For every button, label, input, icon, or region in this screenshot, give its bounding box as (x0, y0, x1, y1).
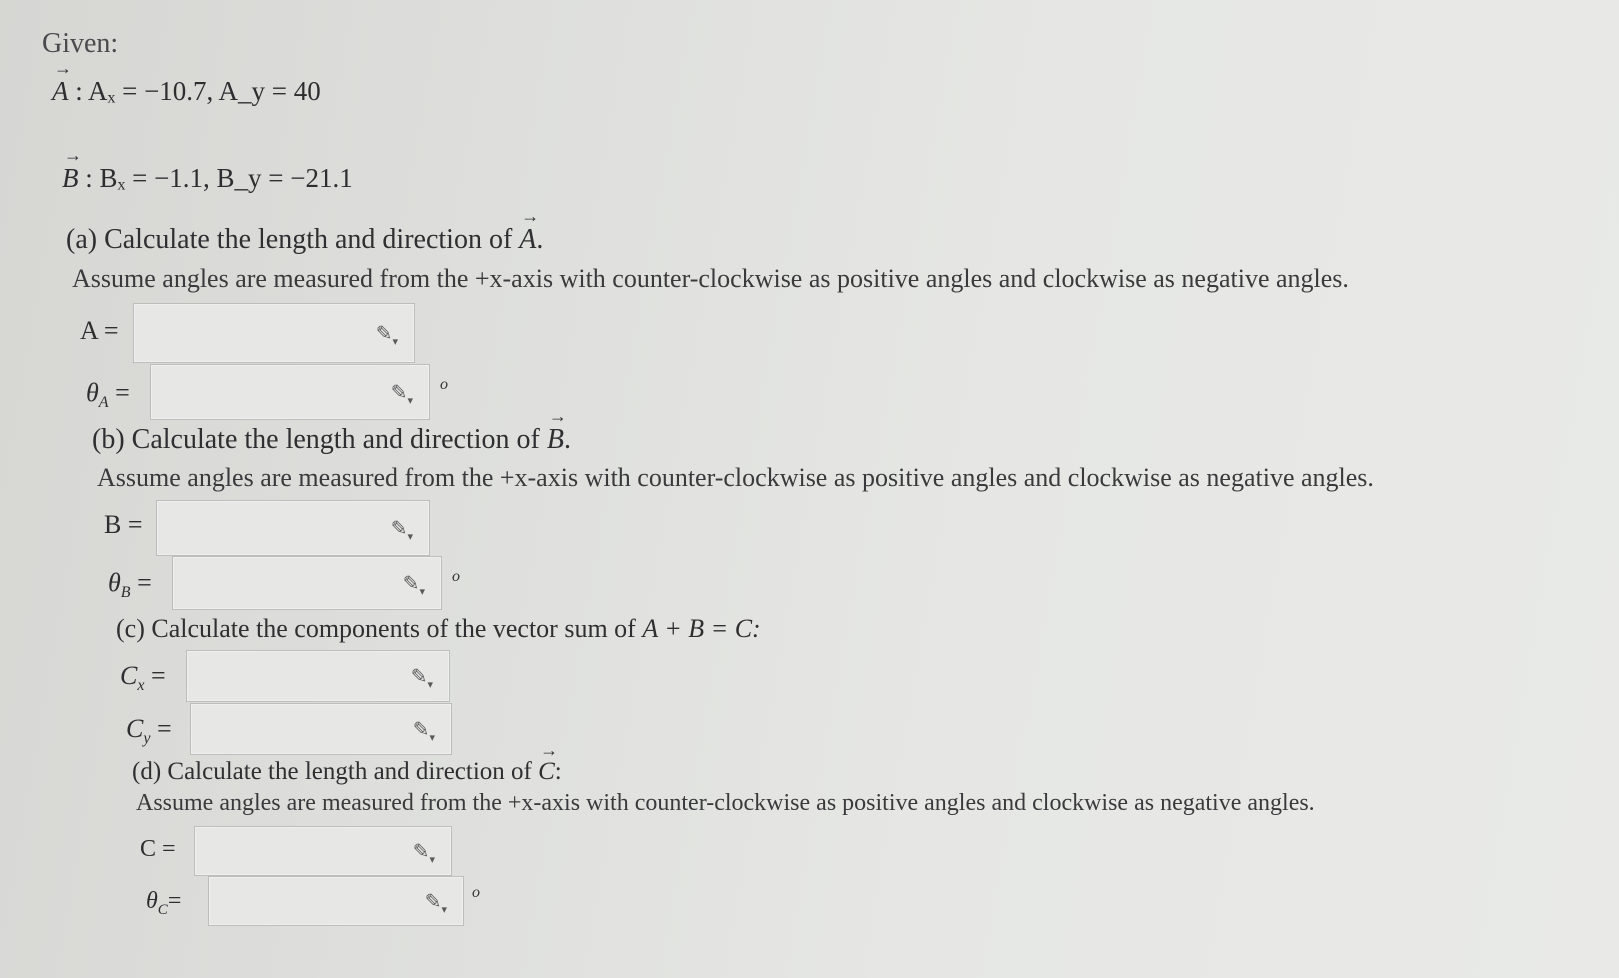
degree-symbol-a: o (440, 376, 448, 393)
vector-b-components: : Bₓ = −1.1, B_y = −21.1 (85, 163, 353, 193)
c-length-input[interactable] (194, 826, 452, 876)
part-a-suffix: . (536, 224, 544, 255)
part-c-prompt (116, 614, 761, 644)
equals-sign: = (130, 568, 152, 597)
theta-a-label (86, 378, 130, 412)
theta-a-subscript: A (98, 394, 109, 412)
part-a-prompt (66, 224, 543, 256)
part-c-equation: A + B = C: (642, 614, 761, 643)
cx-input[interactable] (186, 650, 450, 702)
equals-sign: = (108, 378, 130, 407)
cy-subscript: y (143, 730, 151, 748)
a-length-input[interactable] (133, 303, 415, 363)
equals-sign: = (150, 714, 172, 743)
part-d-assumption: Assume angles are measured from the +x-axis with counter-clockwise as positive angles and clockwise as negative angles. (136, 790, 1315, 816)
pencil-dropdown-icon[interactable]: $✎_▾$ (390, 516, 413, 543)
cy-label (126, 714, 172, 748)
pencil-dropdown-icon[interactable]: $✎_▾$ (424, 889, 447, 916)
cx-subscript: x (137, 677, 145, 695)
part-d-text: (d) Calculate the length and direction of (132, 758, 539, 785)
part-a-text: (a) Calculate the length and direction of (66, 224, 520, 255)
pencil-dropdown-icon[interactable]: $✎_▾$ (390, 380, 413, 407)
a-length-label: A = (80, 316, 119, 345)
part-d-suffix: : (554, 758, 562, 785)
cy-input[interactable] (190, 703, 452, 755)
theta-symbol: θ (86, 378, 99, 407)
theta-a-input[interactable] (150, 364, 430, 420)
pencil-dropdown-icon[interactable]: $✎_▾$ (412, 839, 435, 866)
vector-b-definition (62, 163, 353, 194)
equals-sign: = (144, 661, 166, 690)
part-d-vector: → C (538, 758, 555, 786)
pencil-dropdown-icon[interactable]: $✎_▾$ (375, 321, 398, 348)
pencil-dropdown-icon[interactable]: $✎_▾$ (410, 664, 433, 691)
given-heading: Given: (42, 28, 119, 59)
vector-a-symbol: → A (52, 76, 69, 107)
part-b-vector: → B (547, 424, 564, 456)
theta-c-label (146, 888, 181, 919)
pencil-dropdown-icon[interactable]: $✎_▾$ (412, 717, 435, 744)
cy-symbol: C (126, 714, 144, 743)
degree-symbol-b: o (452, 568, 460, 585)
vector-a-definition (52, 76, 321, 107)
cx-symbol: C (120, 661, 138, 690)
equals-sign: = (167, 888, 182, 914)
part-a-assumption: Assume angles are measured from the +x-axis with counter-clockwise as positive angles and clockwise as negative angles. (72, 264, 1349, 293)
part-b-assumption: Assume angles are measured from the +x-axis with counter-clockwise as positive angles and clockwise as negative angles. (97, 463, 1374, 492)
b-length-input[interactable] (156, 500, 430, 556)
part-a-vector: → A (519, 224, 536, 256)
part-b-prompt (92, 424, 571, 456)
theta-c-input[interactable] (208, 876, 464, 926)
part-b-suffix: . (563, 424, 571, 455)
theta-b-input[interactable] (172, 556, 442, 610)
theta-symbol: θ (108, 568, 121, 597)
theta-b-subscript: B (120, 584, 131, 602)
b-length-label: B = (104, 510, 143, 539)
degree-symbol-c: o (472, 884, 480, 901)
theta-symbol: θ (146, 888, 158, 914)
part-c-text: (c) Calculate the components of the vector sum of (116, 614, 643, 643)
part-d-prompt (132, 758, 562, 786)
theta-c-subscript: C (157, 901, 168, 918)
vector-b-symbol: → B (62, 163, 79, 194)
part-b-text: (b) Calculate the length and direction of (92, 424, 547, 455)
vector-a-components: : Aₓ = −10.7, A_y = 40 (75, 76, 321, 106)
theta-b-label (108, 568, 152, 602)
cx-label (120, 661, 166, 695)
pencil-dropdown-icon[interactable]: $✎_▾$ (402, 571, 425, 598)
c-length-label: C = (140, 836, 176, 862)
